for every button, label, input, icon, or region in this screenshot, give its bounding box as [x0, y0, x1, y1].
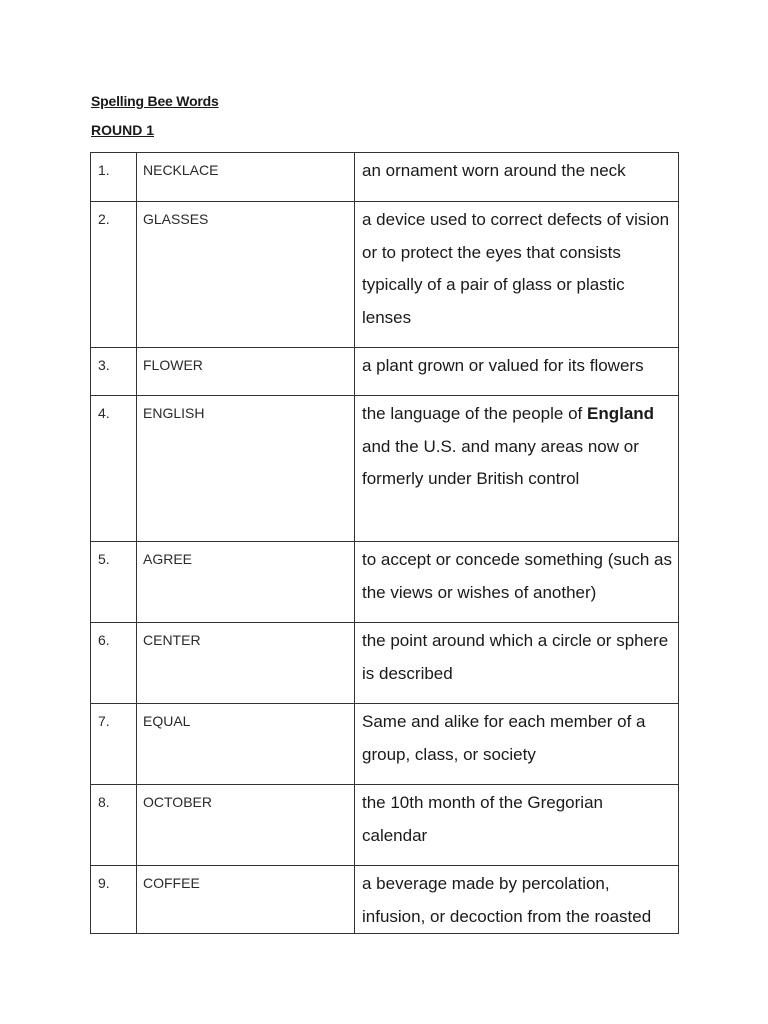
table-row [91, 866, 679, 934]
word-definition [355, 396, 679, 542]
definition-text-end: and the U.S. and many areas now or formerly under British control [362, 436, 639, 488]
word-definition: a plant grown or valued for its flowers [355, 348, 679, 396]
row-number: 3. [91, 348, 137, 396]
word-definition: the 10th month of the Gregorian calendar [355, 785, 679, 866]
word-definition: the point around which a circle or sphere is described [355, 623, 679, 704]
spelling-word: NECKLACE [137, 153, 355, 202]
table-row [91, 396, 679, 542]
spelling-word: COFFEE [137, 866, 355, 934]
word-definition: an ornament worn around the neck [355, 153, 679, 202]
round-heading: ROUND 1 [91, 122, 155, 138]
definition-text-start: the language of the people of [362, 404, 583, 423]
table-row [91, 704, 679, 785]
table-row [91, 623, 679, 704]
table-row [91, 202, 679, 348]
document-title: Spelling Bee Words [91, 93, 219, 109]
row-number: 1. [91, 153, 137, 202]
definition-bold-term: England [586, 404, 655, 423]
word-definition: Same and alike for each member of a group, class, or society [355, 704, 679, 785]
spelling-word: EQUAL [137, 704, 355, 785]
row-number: 6. [91, 623, 137, 704]
spelling-word: FLOWER [137, 348, 355, 396]
spelling-word: CENTER [137, 623, 355, 704]
spelling-word: AGREE [137, 542, 355, 623]
spelling-word: OCTOBER [137, 785, 355, 866]
table-row [91, 785, 679, 866]
spelling-word: GLASSES [137, 202, 355, 348]
row-number: 5. [91, 542, 137, 623]
table-row [91, 348, 679, 396]
table-row [91, 542, 679, 623]
row-number: 8. [91, 785, 137, 866]
spelling-word-table [90, 152, 679, 934]
row-number: 4. [91, 396, 137, 542]
word-definition: to accept or concede something (such as the views or wishes of another) [355, 542, 679, 623]
row-number: 7. [91, 704, 137, 785]
row-number: 9. [91, 866, 137, 934]
row-number: 2. [91, 202, 137, 348]
word-definition: a device used to correct defects of vision or to protect the eyes that consists typically of a pair of glass or plastic lenses [355, 202, 679, 348]
table-row [91, 153, 679, 202]
spelling-word: ENGLISH [137, 396, 355, 542]
word-definition: a beverage made by percolation, infusion, or decoction from the roasted [355, 866, 679, 934]
